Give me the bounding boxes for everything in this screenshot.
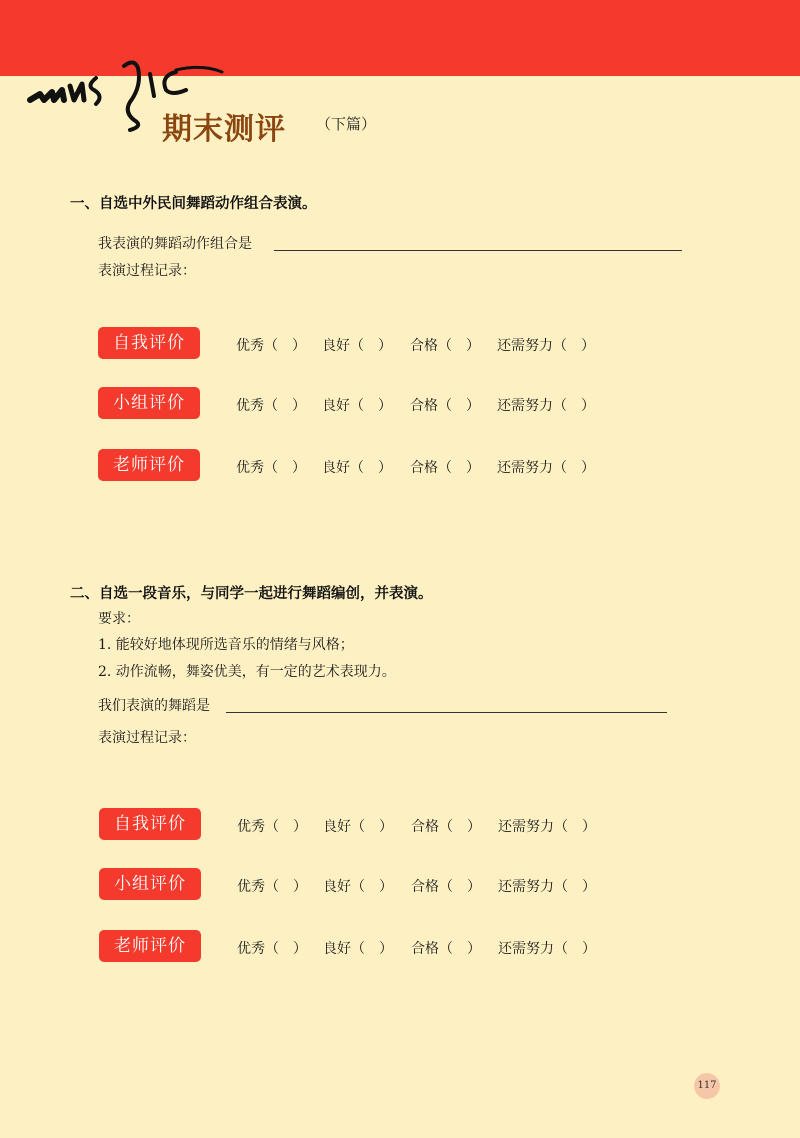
page-number: 117 xyxy=(694,1073,720,1099)
record-label: 表演过程记录： xyxy=(98,263,196,279)
option-good[interactable]: 良好（ ） xyxy=(322,460,392,476)
self-eval-badge: 自我评价 xyxy=(98,327,200,359)
option-pass[interactable]: 合格（ ） xyxy=(411,941,481,957)
option-excellent[interactable]: 优秀（ ） xyxy=(237,819,307,835)
option-good[interactable]: 良好（ ） xyxy=(322,398,392,414)
option-excellent[interactable]: 优秀（ ） xyxy=(237,879,307,895)
teacher-eval-badge: 老师评价 xyxy=(99,930,201,962)
option-good[interactable]: 良好（ ） xyxy=(322,338,392,354)
dance-answer-line[interactable] xyxy=(226,712,667,713)
option-good[interactable]: 良好（ ） xyxy=(323,819,393,835)
section2-heading: 二、自选一段音乐，与同学一起进行舞蹈编创，并表演。 xyxy=(70,586,433,602)
requirement-2: 2. 动作流畅，舞姿优美，有一定的艺术表现力。 xyxy=(98,664,396,680)
teacher-eval-badge: 老师评价 xyxy=(98,449,200,481)
requirement-1: 1. 能较好地体现所选音乐的情绪与风格； xyxy=(98,637,354,653)
combo-answer-line[interactable] xyxy=(274,250,682,251)
section1-heading: 一、自选中外民间舞蹈动作组合表演。 xyxy=(70,196,317,212)
group-eval-badge: 小组评价 xyxy=(99,868,201,900)
page-title: 期末测评 xyxy=(162,112,286,147)
group-eval-badge: 小组评价 xyxy=(98,387,200,419)
option-excellent[interactable]: 优秀（ ） xyxy=(236,460,306,476)
option-needs-work[interactable]: 还需努力（ ） xyxy=(498,819,596,835)
requirements-label: 要求： xyxy=(98,611,140,627)
option-good[interactable]: 良好（ ） xyxy=(323,941,393,957)
dance-label: 我们表演的舞蹈是 xyxy=(98,698,210,714)
option-pass[interactable]: 合格（ ） xyxy=(411,879,481,895)
option-needs-work[interactable]: 还需努力（ ） xyxy=(497,338,595,354)
option-pass[interactable]: 合格（ ） xyxy=(410,338,480,354)
option-pass[interactable]: 合格（ ） xyxy=(410,398,480,414)
option-pass[interactable]: 合格（ ） xyxy=(410,460,480,476)
record-label-2: 表演过程记录： xyxy=(98,730,196,746)
option-needs-work[interactable]: 还需努力（ ） xyxy=(497,398,595,414)
self-eval-badge: 自我评价 xyxy=(99,808,201,840)
option-needs-work[interactable]: 还需努力（ ） xyxy=(498,879,596,895)
option-needs-work[interactable]: 还需努力（ ） xyxy=(497,460,595,476)
option-excellent[interactable]: 优秀（ ） xyxy=(236,338,306,354)
option-excellent[interactable]: 优秀（ ） xyxy=(236,398,306,414)
option-needs-work[interactable]: 还需努力（ ） xyxy=(498,941,596,957)
option-pass[interactable]: 合格（ ） xyxy=(411,819,481,835)
combo-label: 我表演的舞蹈动作组合是 xyxy=(98,236,252,252)
page-subtitle: （下篇） xyxy=(316,115,377,133)
option-good[interactable]: 良好（ ） xyxy=(323,879,393,895)
option-excellent[interactable]: 优秀（ ） xyxy=(237,941,307,957)
